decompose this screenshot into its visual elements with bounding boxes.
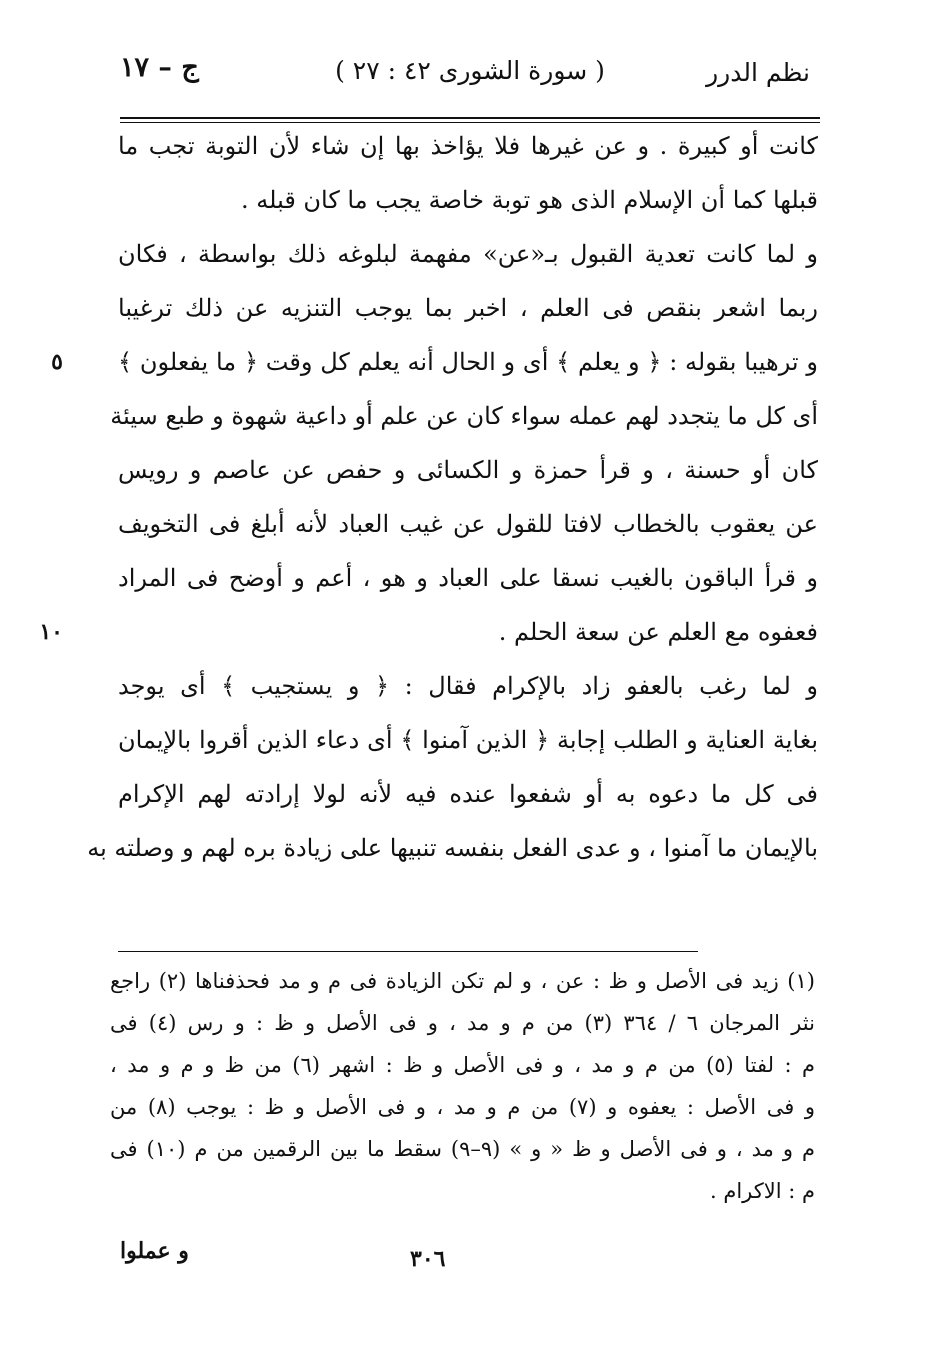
- text-line: كانت أو كبيرة . و عن غيرها فلا يؤاخذ بها إن شاء لأن التوبة تجب ما: [118, 132, 818, 160]
- footnote-line: م : الاكرام .: [709, 1179, 815, 1203]
- text-line: بغاية العناية و الطلب إجابة ﴿ الذين آمنوا ﴾ أى دعاء الذين أقروا بالإيمان: [118, 726, 818, 754]
- book-title: نظم الدرر: [706, 58, 810, 87]
- text-line: فى كل ما دعوه به أو شفعوا عنده فيه لأنه لولا إرادته لهم الإكرام: [118, 780, 818, 808]
- footnotes: [110, 960, 815, 1212]
- footnote-line: نثر المرجان ٦ / ٣٦٤ (٣) من م و مد ، و فى الأصل و ظ : و رس (٤) فى: [110, 1011, 815, 1035]
- catchword: و عملوا: [120, 1238, 189, 1264]
- text-line: [39, 610, 818, 654]
- text-line: [51, 340, 818, 384]
- text-line-content: و ترهيبا بقوله : ﴿ و يعلم ﴾ أى و الحال أنه يعلم كل وقت ﴿ ما يفعلون ﴾: [118, 348, 818, 376]
- text-line: و لما رغب بالعفو زاد بالإكرام فقال : ﴿ و يستجيب ﴾ أى يوجد: [118, 672, 818, 700]
- text-line: قبلها كما أن الإسلام الذى هو توبة خاصة يجب ما كان قبله .: [241, 186, 818, 214]
- footnote-line: م : لفتا (٥) من م و مد ، و فى الأصل و ظ : اشهر (٦) من ظ و م و مد ،: [110, 1053, 815, 1077]
- footnote-line: و فى الأصل : يعفوه و (٧) من م و مد ، و فى الأصل و ظ : يوجب (٨) من: [110, 1095, 815, 1119]
- text-line: و لما كانت تعدية القبول بـ«عن» مفهمة لبلوغه ذلك بواسطة ، فكان: [118, 240, 818, 268]
- text-line: و قرأ الباقون بالغيب نسقا على العباد و هو ، أعم و أوضح فى المراد: [118, 564, 818, 592]
- line-number-5: ٥: [51, 349, 63, 375]
- running-header: [120, 52, 810, 102]
- text-line: ربما اشعر بنقص فى العلم ، اخبر بما يوجب التنزيه عن ذلك ترغيبا: [118, 294, 818, 322]
- header-rule: [120, 117, 820, 123]
- line-number-10: ١٠: [39, 619, 63, 645]
- surah-reference: ( سورة الشورى ٤٢ : ٢٧ ): [335, 56, 605, 85]
- text-line-content: فعفوه مع العلم عن سعة الحلم .: [498, 618, 818, 646]
- main-text: [39, 124, 818, 870]
- footnote-line: (١) زيد فى الأصل و ظ : عن ، و لم تكن الزيادة فى م و مد فحذفناها (٢) راجع: [110, 969, 815, 993]
- footnote-rule: [118, 951, 698, 952]
- text-line: أى كل ما يتجدد لهم عمله سواء كان عن علم أو داعية شهوة و طبع سيئة: [110, 402, 818, 430]
- text-line: بالإيمان ما آمنوا ، و عدى الفعل بنفسه تنبيها على زيادة بره لهم و وصلته به: [87, 834, 818, 862]
- page-footer: [120, 1238, 820, 1278]
- text-line: عن يعقوب بالخطاب لافتا للقول عن غيب العباد لأنه أبلغ فى التخويف: [118, 510, 818, 538]
- page-number: ٣٠٦: [410, 1246, 446, 1272]
- volume-label: ج – ١٧: [120, 52, 199, 83]
- footnote-line: م و مد ، و فى الأصل و ظ « و » (٩–٩) سقط ما بين الرقمين من م (١٠) فى: [110, 1137, 816, 1161]
- text-line: كان أو حسنة ، و قرأ حمزة و الكسائى و حفص عن عاصم و رويس: [118, 456, 818, 484]
